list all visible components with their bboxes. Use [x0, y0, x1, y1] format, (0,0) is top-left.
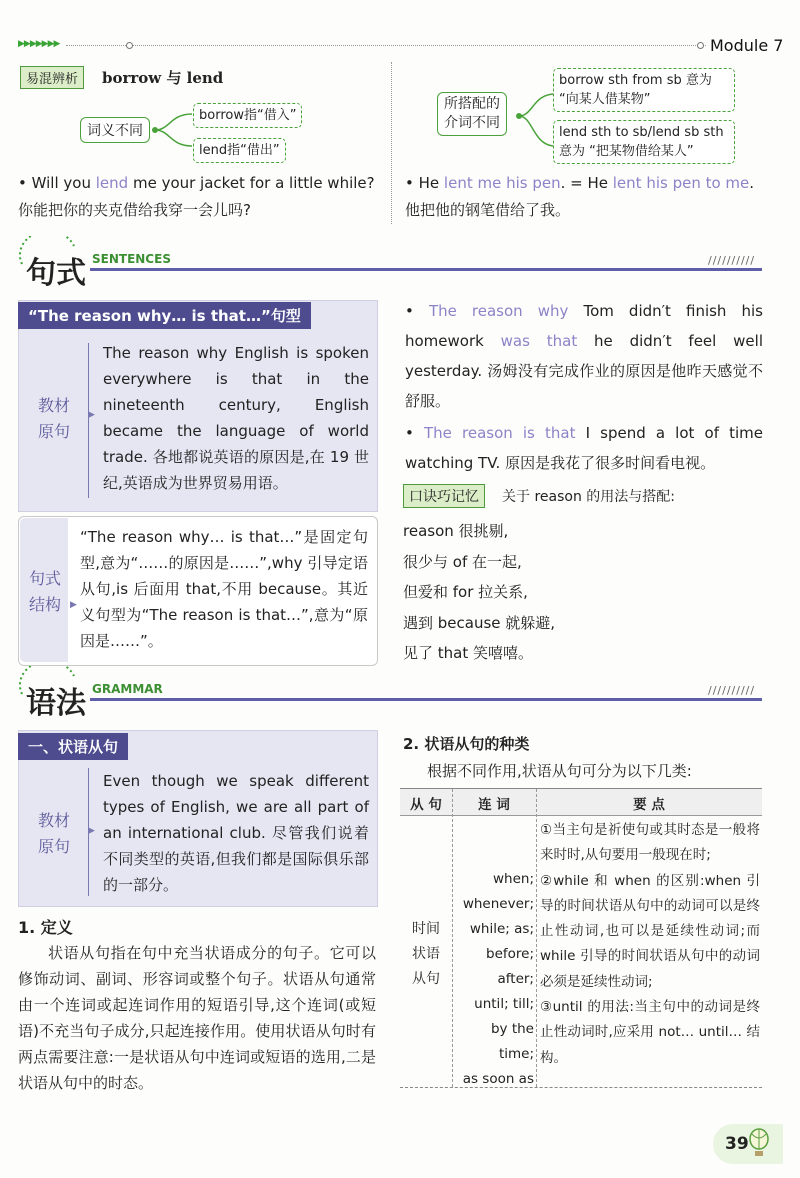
lend-usage-line-2: 意为 “把某物借给某人”	[559, 144, 694, 159]
bullet-dot: •	[405, 424, 414, 442]
table-clause-cell	[400, 917, 452, 992]
ex2-text: I spend a lot of time watching TV. 原因是我花了很多时间看电视。	[405, 424, 763, 472]
example-2-highlight-2: lent his pen to me	[612, 174, 750, 192]
point-item: ②while 和 when 的区别:when 引导的时间状语从句中的动词可以是终止性动词,也可以是延续性动词;而 while 引导的时间状语从句中的动词必须是延续性动词;	[540, 872, 760, 990]
label-line-2: 原句	[37, 837, 70, 856]
sentences-structure-label	[20, 566, 70, 618]
mnemonic-line: 很少与 of 在一起,	[403, 552, 522, 571]
page-number: 39	[725, 1134, 749, 1154]
grammar-en-title: GRAMMAR	[92, 682, 163, 696]
right-node-box	[437, 92, 507, 136]
borrow-usage-line-1: borrow sth from sb 意为	[559, 73, 712, 88]
conjunction-item: until; till;	[474, 996, 534, 1012]
left-node-box: 词义不同	[80, 117, 150, 143]
conjunction-item: before; after;	[486, 946, 534, 987]
mnemonic-tag: 口诀巧记忆	[403, 484, 485, 508]
sentences-example-1	[405, 296, 763, 416]
sentences-example-2	[405, 418, 763, 478]
panel-arrow-icon: ▶	[88, 410, 95, 420]
column-divider	[391, 62, 392, 224]
table-header-conjunction: 连 词	[478, 797, 510, 813]
sentences-en-title: SENTENCES	[92, 252, 171, 266]
mnemonic-line: 遇到 because 就躲避,	[403, 613, 556, 632]
mnemonic-lines	[403, 516, 555, 669]
table-points-cell	[540, 818, 760, 1071]
clause-line: 从句	[412, 971, 440, 987]
panel-arrow-icon: ▶	[88, 826, 95, 836]
clause-line: 时间	[412, 921, 440, 937]
ex1-text-1: Tom didn′t finish his homework	[405, 302, 764, 350]
sentences-title: 句式	[26, 256, 86, 291]
conjunction-item: when;	[492, 871, 534, 887]
grammar-textbook-label	[26, 808, 82, 860]
right-node-line-1: 所搭配的	[444, 96, 500, 112]
header-dot-left	[126, 42, 133, 49]
label-line-1: 教材	[37, 811, 70, 830]
grammar-textbook-text: Even though we speak different types of English, we are all part of an international club. 尽管我们说着不同类型的英语,但我们都是国际俱乐部的一部分。	[103, 772, 369, 894]
types-intro: 根据不同作用,状语从句可分为以下几类:	[427, 762, 692, 780]
ex2-highlight: The reason is that	[423, 424, 576, 442]
mnemonic-line: reason 很挑剔,	[403, 522, 509, 540]
borrow-usage-line-2: “向某人借某物”	[559, 92, 651, 107]
label-line-1: 句式	[28, 569, 61, 588]
right-node-line-2: 介词不同	[444, 115, 500, 131]
confusables-example-2	[405, 170, 785, 224]
conjunction-item: while; as;	[469, 921, 534, 937]
example-1-pre: Will you	[31, 174, 96, 192]
clause-types-table	[400, 788, 762, 1088]
structure-arrow-icon: ▶	[70, 600, 77, 610]
lend-usage-line-1: lend sth to sb/lend sb sth	[559, 125, 724, 140]
balloon-icon	[748, 1128, 770, 1158]
example-2-highlight-1: lent me his pen	[443, 174, 561, 192]
lend-usage-box	[553, 120, 735, 164]
example-1-post: me your jacket for a little while?	[128, 174, 375, 192]
table-header-clause: 从 句	[410, 797, 442, 813]
point-item: ③until 的用法:当主句中的动词是终止性动词时,应采用 not… until… 结构。	[540, 999, 760, 1066]
borrow-definition: borrow指“借入”	[193, 103, 302, 128]
definition-text: 状语从句指在句中充当状语成分的句子。它可以修饰动词、副词、形容词或整个句子。状语从句通常由一个连词或起连词作用的短语引导,这个连词(或短语)不充当句子成分,只起连接作用。使用状语从句时有两点需要注意:一是状语从句中连词或短语的选用,二是状语从句中的时态。	[18, 944, 376, 1092]
mnemonic-line: 见了 that 笑嘻嘻。	[403, 644, 533, 662]
clause-line: 状语	[412, 946, 440, 962]
mnemonic-line: 但爱和 for 拉关系,	[403, 583, 528, 601]
label-line-2: 原句	[37, 422, 70, 441]
ex1-highlight-2: was that	[500, 332, 578, 350]
bullet-dot: •	[18, 174, 27, 192]
sentences-slashes: //////////	[708, 254, 756, 267]
confusables-tag: 易混辨析	[20, 66, 84, 89]
grammar-slashes: //////////	[708, 684, 756, 697]
sentences-panel-title: “The reason why… is that…”句型	[18, 302, 311, 329]
table-conjunction-cell	[452, 867, 534, 1092]
label-line-1: 教材	[37, 396, 70, 415]
bullet-dot: •	[405, 174, 414, 192]
grammar-title: 语法	[26, 686, 86, 721]
lend-definition: lend指“借出”	[193, 138, 286, 163]
ex1-highlight-1: The reason why	[428, 302, 569, 320]
ex1-text-2: he didn′t feel well yesterday. 汤姆没有完成作业的原因是他昨天感觉不舒服。	[405, 332, 763, 410]
grammar-panel-title: 一、状语从句	[18, 733, 128, 760]
sentences-textbook-label	[26, 393, 82, 445]
borrow-usage-box	[553, 68, 735, 112]
sentences-header-bar	[90, 268, 762, 271]
header-dot-right	[697, 42, 704, 49]
example-2-translation: 他把他的钢笔借给了我。	[405, 201, 571, 219]
module-label: Module 7	[710, 36, 784, 55]
example-1-translation: 你能把你的夹克借给我穿一会儿吗?	[18, 201, 251, 219]
bullet-dot: •	[405, 302, 414, 320]
example-2-mid: . = He	[560, 174, 613, 192]
sentences-panel-divider	[88, 343, 89, 498]
definition-heading: 1. 定义	[18, 918, 73, 937]
mnemonic-intro: 关于 reason 的用法与搭配:	[502, 489, 675, 505]
header-rule	[66, 45, 706, 46]
conjunction-item: as soon as	[462, 1071, 534, 1087]
conjunction-item: whenever;	[462, 896, 534, 912]
confusables-example-1	[18, 170, 388, 224]
label-line-2: 结构	[28, 595, 61, 614]
example-1-highlight: lend	[95, 174, 129, 192]
point-item: ①当主句是祈使句或其时态是一般将来时时,从句要用一般现在时;	[540, 822, 760, 864]
confusables-title: borrow 与 lend	[102, 69, 224, 87]
table-divider-2	[536, 789, 537, 1087]
header-arrows: ▶▶▶▶▶▶▶	[18, 39, 60, 49]
sentences-textbook-text: The reason why English is spoken everywhere is that in the nineteenth century, English became the language of world trade. 各地都说英语的原因是,在 19 世纪,英语成为世界贸易用语。	[103, 344, 369, 492]
example-2-post: .	[749, 174, 755, 192]
example-2-pre: He	[418, 174, 444, 192]
types-heading: 2. 状语从句的种类	[403, 735, 530, 753]
sentences-structure-text: “The reason why… is that…”是固定句型,意为“……的原因是……”,why 引导定语从句,is 后面用 that,不用 because。其近义句型为“The reason is that…”,意为“原因是……”。	[80, 528, 368, 650]
conjunction-item: by the time;	[490, 1021, 534, 1062]
table-header-points: 要 点	[633, 797, 665, 813]
grammar-header-bar	[90, 698, 762, 701]
